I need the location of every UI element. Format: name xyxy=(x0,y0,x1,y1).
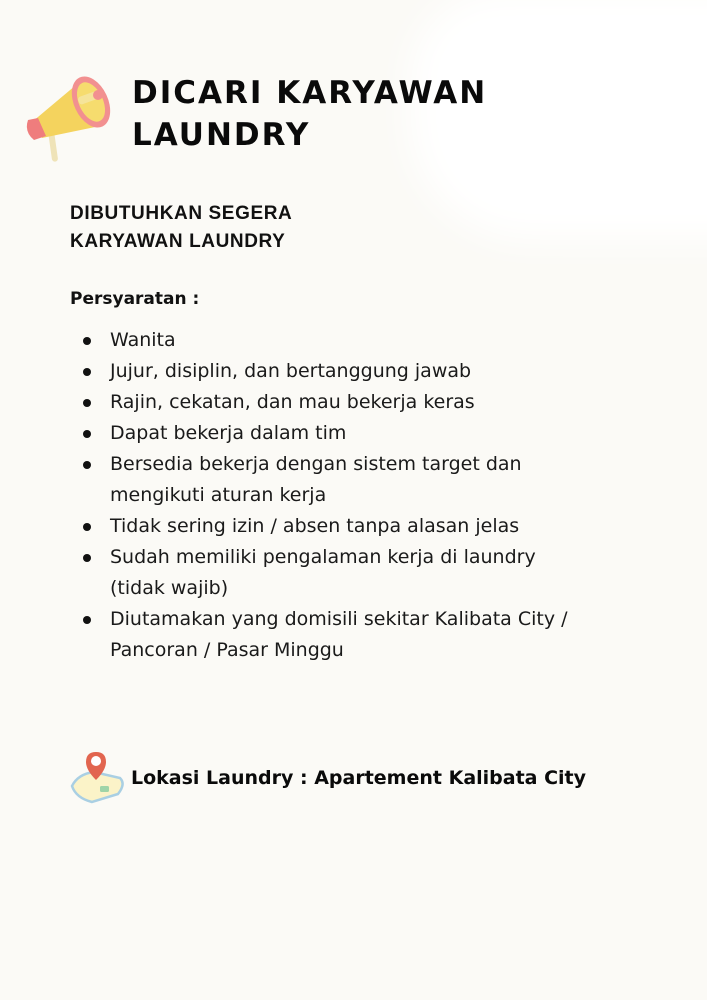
title-line-2: LAUNDRY xyxy=(132,117,311,153)
subtitle-line-1: DIBUTUHKAN SEGERA xyxy=(70,203,293,224)
title-line-1: DICARI KARYAWAN xyxy=(132,75,488,111)
list-item: Diutamakan yang domisili sekitar Kalibata City / Pancoran / Pasar Minggu xyxy=(70,604,650,666)
subtitle-line-2: KARYAWAN LAUNDRY xyxy=(70,231,286,252)
megaphone-icon xyxy=(20,60,125,165)
list-item: Sudah memiliki pengalaman kerja di laundry (tidak wajib) xyxy=(70,542,590,604)
requirements-label: Persyaratan : xyxy=(70,289,200,309)
list-item: Tidak sering izin / absen tanpa alasan jelas xyxy=(70,511,670,542)
list-item: Rajin, cekatan, dan mau bekerja keras xyxy=(70,387,670,418)
subtitle xyxy=(70,200,292,256)
list-item: Bersedia bekerja dengan sistem target dan mengikuti aturan kerja xyxy=(70,449,580,511)
location-info xyxy=(68,750,586,806)
map-pin-icon xyxy=(68,750,128,806)
list-item: Dapat bekerja dalam tim xyxy=(70,418,670,449)
requirements-list xyxy=(70,325,670,666)
page-title xyxy=(132,72,487,156)
list-item: Jujur, disiplin, dan bertanggung jawab xyxy=(70,356,670,387)
location-text: Lokasi Laundry : Apartement Kalibata City xyxy=(131,767,587,789)
list-item: Wanita xyxy=(70,325,670,356)
